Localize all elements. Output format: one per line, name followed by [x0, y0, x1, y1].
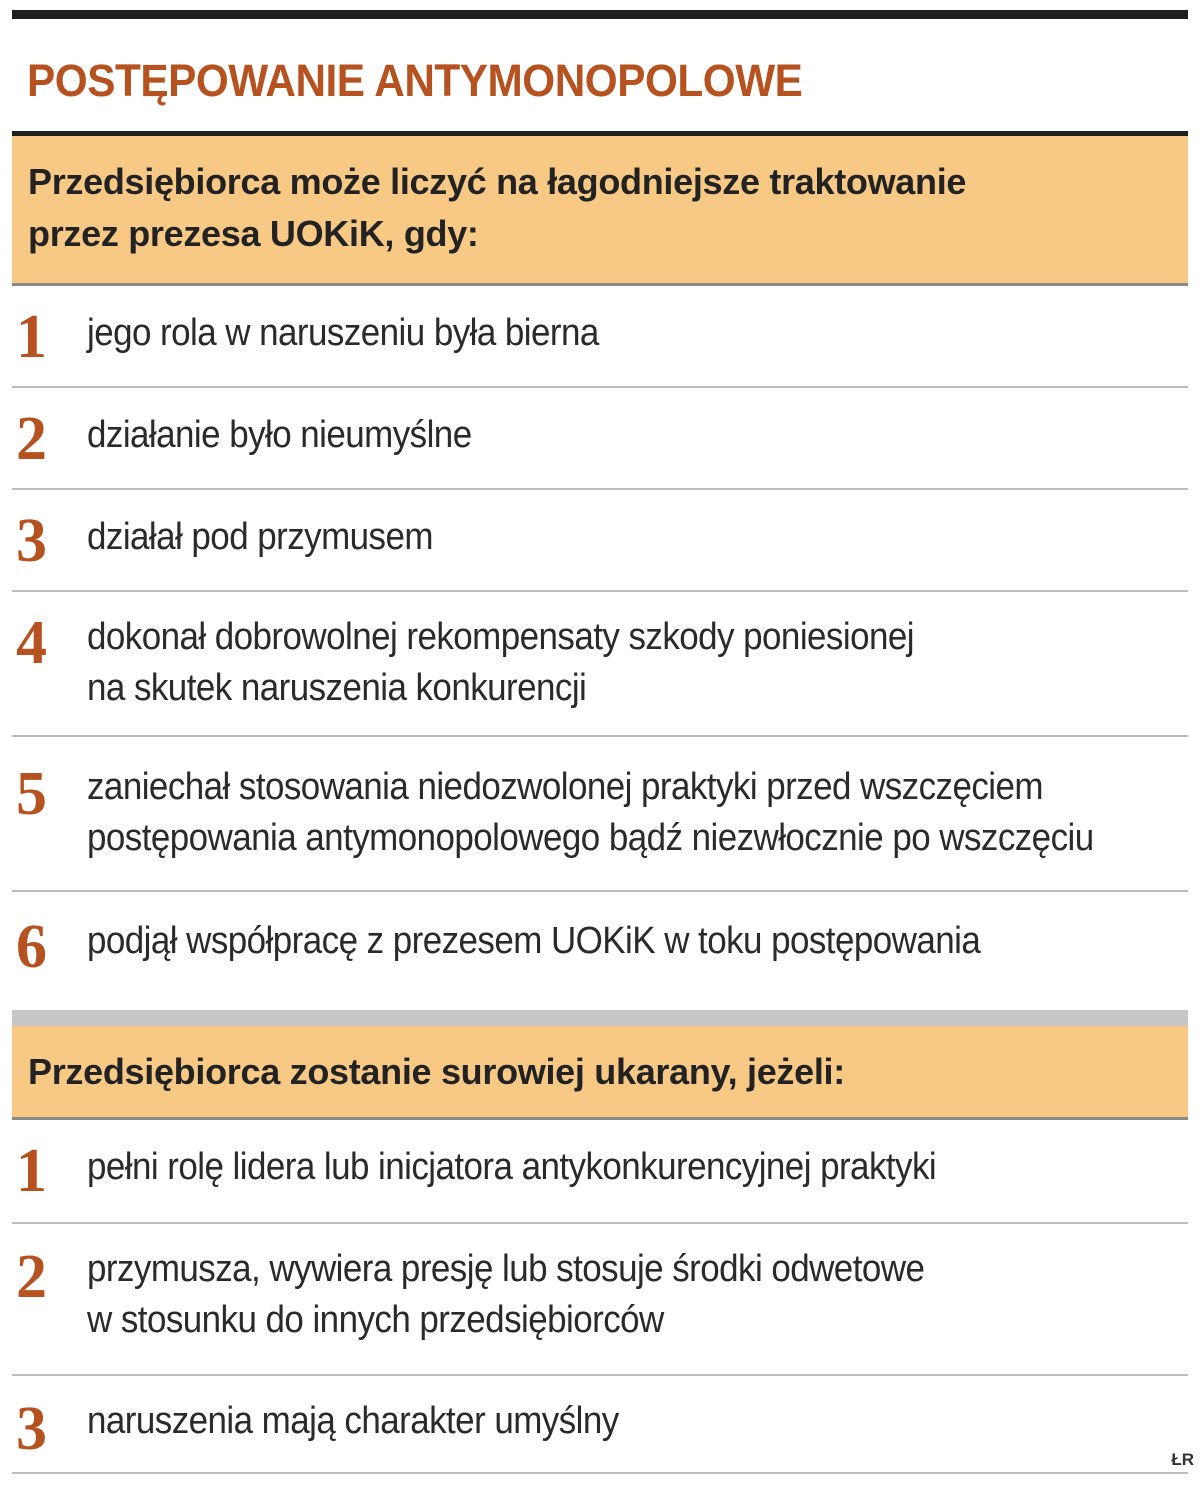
top-rule: [12, 10, 1188, 19]
item-text: działanie było nieumyślne: [87, 414, 472, 456]
list-item: [12, 892, 1188, 1010]
item-number: 2: [16, 1243, 47, 1311]
item-text: podjął współpracę z prezesem UOKiK w toku postępowania: [87, 920, 981, 962]
item-number: 2: [16, 405, 47, 473]
item-number: 4: [16, 609, 47, 677]
item-number: 6: [16, 913, 47, 981]
page-title: POSTĘPOWANIE ANTYMONOPOLOWE: [27, 55, 803, 106]
item-text-line2: postępowania antymonopolowego bądź niezwłocznie po wszczęciu: [87, 817, 1094, 859]
author-credit: ŁR: [1171, 1450, 1194, 1469]
item-text-line1: przymusza, wywiera presję lub stosuje środki odwetowe: [87, 1248, 925, 1290]
list-item: [12, 388, 1188, 490]
item-number: 3: [16, 507, 47, 575]
list-item: [12, 1224, 1188, 1376]
list-item: [12, 1120, 1188, 1224]
section1-heading-line1: Przedsiębiorca może liczyć na łagodniejsze traktowanie: [28, 161, 967, 202]
item-number: 1: [16, 1137, 47, 1205]
section2-heading-text: Przedsiębiorca zostanie surowiej ukarany, jeżeli:: [28, 1051, 845, 1092]
section2-heading: [12, 1026, 1188, 1117]
list-item: [12, 592, 1188, 737]
item-number: 3: [16, 1395, 47, 1463]
item-text-line1: zaniechał stosowania niedozwolonej praktyki przed wszczęciem: [87, 766, 1043, 808]
section1-heading: [12, 136, 1188, 283]
item-text-line2: w stosunku do innych przedsiębiorców: [87, 1299, 664, 1341]
list-item: [12, 490, 1188, 592]
bottom-rule: [12, 1472, 1188, 1474]
item-text: pełni rolę lidera lub inicjatora antykonkurencyjnej praktyki: [87, 1146, 937, 1188]
item-number: 1: [16, 303, 47, 371]
item-number: 5: [16, 760, 47, 828]
list-item: [12, 737, 1188, 892]
section-separator: [12, 1010, 1188, 1026]
infographic: [12, 10, 1188, 1474]
section1-heading-line2: przez prezesa UOKiK, gdy:: [28, 213, 479, 254]
item-text-line1: dokonał dobrowolnej rekompensaty szkody poniesionej: [87, 616, 914, 658]
list-item: [12, 1376, 1188, 1472]
item-text: jego rola w naruszeniu była bierna: [87, 312, 599, 354]
item-text: naruszenia mają charakter umyślny: [87, 1400, 619, 1442]
item-text-line2: na skutek naruszenia konkurencji: [87, 667, 587, 709]
item-text: działał pod przymusem: [87, 516, 433, 558]
list-item: [12, 286, 1188, 388]
